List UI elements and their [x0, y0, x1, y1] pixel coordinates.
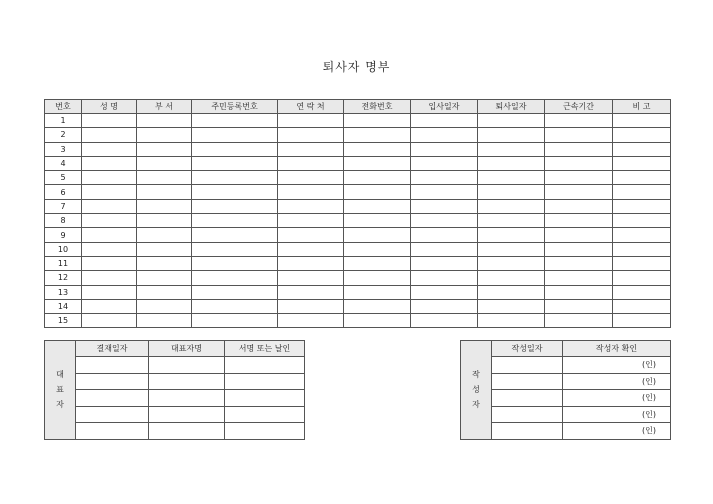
cell[interactable] — [278, 156, 344, 170]
cell[interactable] — [613, 142, 671, 156]
cell[interactable] — [411, 156, 478, 170]
cell[interactable] — [344, 314, 411, 328]
cell[interactable] — [478, 314, 545, 328]
cell[interactable] — [411, 271, 478, 285]
header-cell: 작성일자 — [492, 341, 563, 357]
cell[interactable] — [278, 314, 344, 328]
cell[interactable] — [478, 142, 545, 156]
cell[interactable] — [411, 228, 478, 242]
cell[interactable] — [278, 214, 344, 228]
cell[interactable] — [149, 373, 225, 390]
cell[interactable] — [149, 390, 225, 407]
row-number: 9 — [45, 228, 82, 242]
cell[interactable] — [225, 357, 305, 374]
cell[interactable] — [545, 285, 613, 299]
cell[interactable] — [613, 185, 671, 199]
seal-label: (인) — [563, 357, 671, 374]
cell[interactable] — [478, 185, 545, 199]
side-char: 표 — [56, 385, 64, 395]
table-row — [45, 314, 671, 328]
table-row — [45, 271, 671, 285]
cell[interactable] — [545, 156, 613, 170]
cell[interactable] — [76, 373, 149, 390]
cell[interactable] — [492, 357, 563, 374]
cell[interactable] — [478, 271, 545, 285]
cell[interactable] — [344, 271, 411, 285]
seal-label: (인) — [563, 390, 671, 407]
cell[interactable] — [545, 256, 613, 270]
cell[interactable] — [82, 256, 137, 270]
cell[interactable] — [344, 185, 411, 199]
cell[interactable] — [411, 214, 478, 228]
cell[interactable] — [478, 242, 545, 256]
cell[interactable] — [137, 185, 192, 199]
cell[interactable] — [411, 114, 478, 128]
cell[interactable] — [492, 390, 563, 407]
cell[interactable] — [137, 128, 192, 142]
cell[interactable] — [192, 142, 278, 156]
cell[interactable] — [344, 128, 411, 142]
cell[interactable] — [278, 185, 344, 199]
cell[interactable] — [545, 214, 613, 228]
row-number: 11 — [45, 256, 82, 270]
cell[interactable] — [82, 185, 137, 199]
cell[interactable] — [613, 128, 671, 142]
header-cell: 서명 또는 날인 — [225, 341, 305, 357]
cell[interactable] — [192, 185, 278, 199]
cell[interactable] — [545, 128, 613, 142]
cell[interactable] — [82, 242, 137, 256]
table-row — [45, 285, 671, 299]
cell[interactable] — [137, 199, 192, 213]
header-cell: 전화번호 — [344, 100, 411, 114]
table-row — [45, 423, 305, 440]
table-row — [45, 114, 671, 128]
cell[interactable] — [613, 242, 671, 256]
cell[interactable] — [478, 199, 545, 213]
row-number: 3 — [45, 142, 82, 156]
resignee-table — [44, 99, 671, 328]
table-row — [45, 406, 305, 423]
header-cell: 연 락 처 — [278, 100, 344, 114]
row-number: 14 — [45, 299, 82, 313]
cell[interactable] — [192, 156, 278, 170]
writer-table — [460, 340, 671, 440]
header-cell: 결재일자 — [76, 341, 149, 357]
cell[interactable] — [545, 314, 613, 328]
cell[interactable] — [137, 271, 192, 285]
representative-side-label — [45, 341, 76, 440]
cell[interactable] — [492, 373, 563, 390]
cell[interactable] — [478, 128, 545, 142]
cell[interactable] — [613, 114, 671, 128]
cell[interactable] — [137, 299, 192, 313]
side-char: 자 — [472, 400, 480, 410]
header-cell: 근속기간 — [545, 100, 613, 114]
table-row — [45, 228, 671, 242]
table-row — [45, 373, 305, 390]
cell[interactable] — [545, 199, 613, 213]
cell[interactable] — [278, 114, 344, 128]
table-row — [45, 242, 671, 256]
writer-side-label — [461, 341, 492, 440]
cell[interactable] — [137, 171, 192, 185]
cell[interactable] — [344, 299, 411, 313]
row-number: 12 — [45, 271, 82, 285]
cell[interactable] — [411, 185, 478, 199]
cell[interactable] — [82, 171, 137, 185]
seal-label: (인) — [563, 423, 671, 440]
table-row — [461, 406, 671, 423]
side-char: 성 — [472, 385, 480, 395]
cell[interactable] — [192, 128, 278, 142]
cell[interactable] — [76, 357, 149, 374]
table-row — [461, 390, 671, 407]
cell[interactable] — [278, 171, 344, 185]
cell[interactable] — [411, 171, 478, 185]
cell[interactable] — [278, 228, 344, 242]
header-cell: 입사일자 — [411, 100, 478, 114]
row-number: 15 — [45, 314, 82, 328]
header-cell: 비 고 — [613, 100, 671, 114]
table-row — [45, 171, 671, 185]
cell[interactable] — [545, 142, 613, 156]
cell[interactable] — [192, 199, 278, 213]
cell[interactable] — [344, 256, 411, 270]
cell[interactable] — [478, 156, 545, 170]
cell[interactable] — [137, 242, 192, 256]
cell[interactable] — [478, 171, 545, 185]
row-number: 10 — [45, 242, 82, 256]
cell[interactable] — [225, 373, 305, 390]
cell[interactable] — [82, 285, 137, 299]
cell[interactable] — [545, 299, 613, 313]
document-title: 퇴사자 명부 — [322, 60, 391, 74]
cell[interactable] — [192, 228, 278, 242]
table-row — [45, 357, 305, 374]
representative-table — [44, 340, 305, 440]
cell[interactable] — [278, 128, 344, 142]
cell[interactable] — [137, 228, 192, 242]
table-row — [45, 128, 671, 142]
cell[interactable] — [613, 299, 671, 313]
cell[interactable] — [82, 142, 137, 156]
cell[interactable] — [192, 171, 278, 185]
cell[interactable] — [137, 114, 192, 128]
side-char: 작 — [472, 370, 480, 380]
table-row — [461, 357, 671, 374]
cell[interactable] — [192, 214, 278, 228]
header-row — [45, 100, 671, 114]
cell[interactable] — [411, 142, 478, 156]
header-cell: 성 명 — [82, 100, 137, 114]
cell[interactable] — [76, 390, 149, 407]
cell[interactable] — [82, 228, 137, 242]
cell[interactable] — [613, 171, 671, 185]
header-cell: 퇴사일자 — [478, 100, 545, 114]
seal-label: (인) — [563, 373, 671, 390]
cell[interactable] — [82, 214, 137, 228]
cell[interactable] — [344, 242, 411, 256]
cell[interactable] — [344, 114, 411, 128]
cell[interactable] — [344, 156, 411, 170]
cell[interactable] — [82, 314, 137, 328]
row-number: 1 — [45, 114, 82, 128]
cell[interactable] — [344, 199, 411, 213]
cell[interactable] — [545, 114, 613, 128]
cell[interactable] — [613, 285, 671, 299]
cell[interactable] — [225, 423, 305, 440]
cell[interactable] — [278, 242, 344, 256]
table-row — [45, 185, 671, 199]
side-char: 자 — [56, 400, 64, 410]
row-number: 13 — [45, 285, 82, 299]
cell[interactable] — [137, 314, 192, 328]
table-row — [461, 423, 671, 440]
cell[interactable] — [278, 142, 344, 156]
row-number: 7 — [45, 199, 82, 213]
cell[interactable] — [192, 314, 278, 328]
cell[interactable] — [545, 185, 613, 199]
cell[interactable] — [344, 142, 411, 156]
seal-label: (인) — [563, 406, 671, 423]
cell[interactable] — [82, 128, 137, 142]
cell[interactable] — [82, 199, 137, 213]
cell[interactable] — [613, 199, 671, 213]
cell[interactable] — [192, 271, 278, 285]
cell[interactable] — [225, 406, 305, 423]
cell[interactable] — [613, 228, 671, 242]
cell[interactable] — [149, 357, 225, 374]
cell[interactable] — [545, 271, 613, 285]
cell[interactable] — [545, 242, 613, 256]
cell[interactable] — [76, 423, 149, 440]
cell[interactable] — [137, 285, 192, 299]
cell[interactable] — [278, 199, 344, 213]
table-row — [45, 156, 671, 170]
header-cell: 주민등록번호 — [192, 100, 278, 114]
cell[interactable] — [411, 128, 478, 142]
cell[interactable] — [344, 285, 411, 299]
row-number: 4 — [45, 156, 82, 170]
cell[interactable] — [545, 228, 613, 242]
cell[interactable] — [478, 256, 545, 270]
cell[interactable] — [192, 242, 278, 256]
cell[interactable] — [76, 406, 149, 423]
cell[interactable] — [613, 314, 671, 328]
cell[interactable] — [478, 214, 545, 228]
cell[interactable] — [278, 299, 344, 313]
cell[interactable] — [278, 271, 344, 285]
cell[interactable] — [137, 214, 192, 228]
table-row — [45, 199, 671, 213]
table-row — [45, 256, 671, 270]
cell[interactable] — [478, 228, 545, 242]
cell[interactable] — [411, 314, 478, 328]
cell[interactable] — [192, 285, 278, 299]
cell[interactable] — [613, 214, 671, 228]
cell[interactable] — [344, 171, 411, 185]
table-row — [45, 299, 671, 313]
row-number: 2 — [45, 128, 82, 142]
cell[interactable] — [478, 285, 545, 299]
cell[interactable] — [478, 114, 545, 128]
cell[interactable] — [344, 214, 411, 228]
table-row — [461, 373, 671, 390]
cell[interactable] — [82, 114, 137, 128]
cell[interactable] — [545, 171, 613, 185]
header-cell: 번호 — [45, 100, 82, 114]
cell[interactable] — [613, 156, 671, 170]
table-row — [45, 390, 305, 407]
row-number: 5 — [45, 171, 82, 185]
cell[interactable] — [411, 285, 478, 299]
cell[interactable] — [278, 285, 344, 299]
cell[interactable] — [411, 242, 478, 256]
cell[interactable] — [411, 256, 478, 270]
cell[interactable] — [149, 423, 225, 440]
row-number: 8 — [45, 214, 82, 228]
cell[interactable] — [411, 199, 478, 213]
cell[interactable] — [149, 406, 225, 423]
cell[interactable] — [137, 156, 192, 170]
header-cell: 대표자명 — [149, 341, 225, 357]
row-number: 6 — [45, 185, 82, 199]
cell[interactable] — [192, 299, 278, 313]
cell[interactable] — [225, 390, 305, 407]
cell[interactable] — [478, 299, 545, 313]
header-cell: 부 서 — [137, 100, 192, 114]
cell[interactable] — [492, 423, 563, 440]
cell[interactable] — [82, 299, 137, 313]
cell[interactable] — [492, 406, 563, 423]
cell[interactable] — [278, 256, 344, 270]
cell[interactable] — [192, 256, 278, 270]
cell[interactable] — [613, 256, 671, 270]
cell[interactable] — [613, 271, 671, 285]
cell[interactable] — [82, 156, 137, 170]
cell[interactable] — [192, 114, 278, 128]
cell[interactable] — [137, 142, 192, 156]
table-row — [45, 214, 671, 228]
cell[interactable] — [344, 228, 411, 242]
table-row — [45, 142, 671, 156]
cell[interactable] — [411, 299, 478, 313]
cell[interactable] — [137, 256, 192, 270]
cell[interactable] — [82, 271, 137, 285]
side-char: 대 — [56, 370, 64, 380]
header-cell: 작성자 확인 — [563, 341, 671, 357]
